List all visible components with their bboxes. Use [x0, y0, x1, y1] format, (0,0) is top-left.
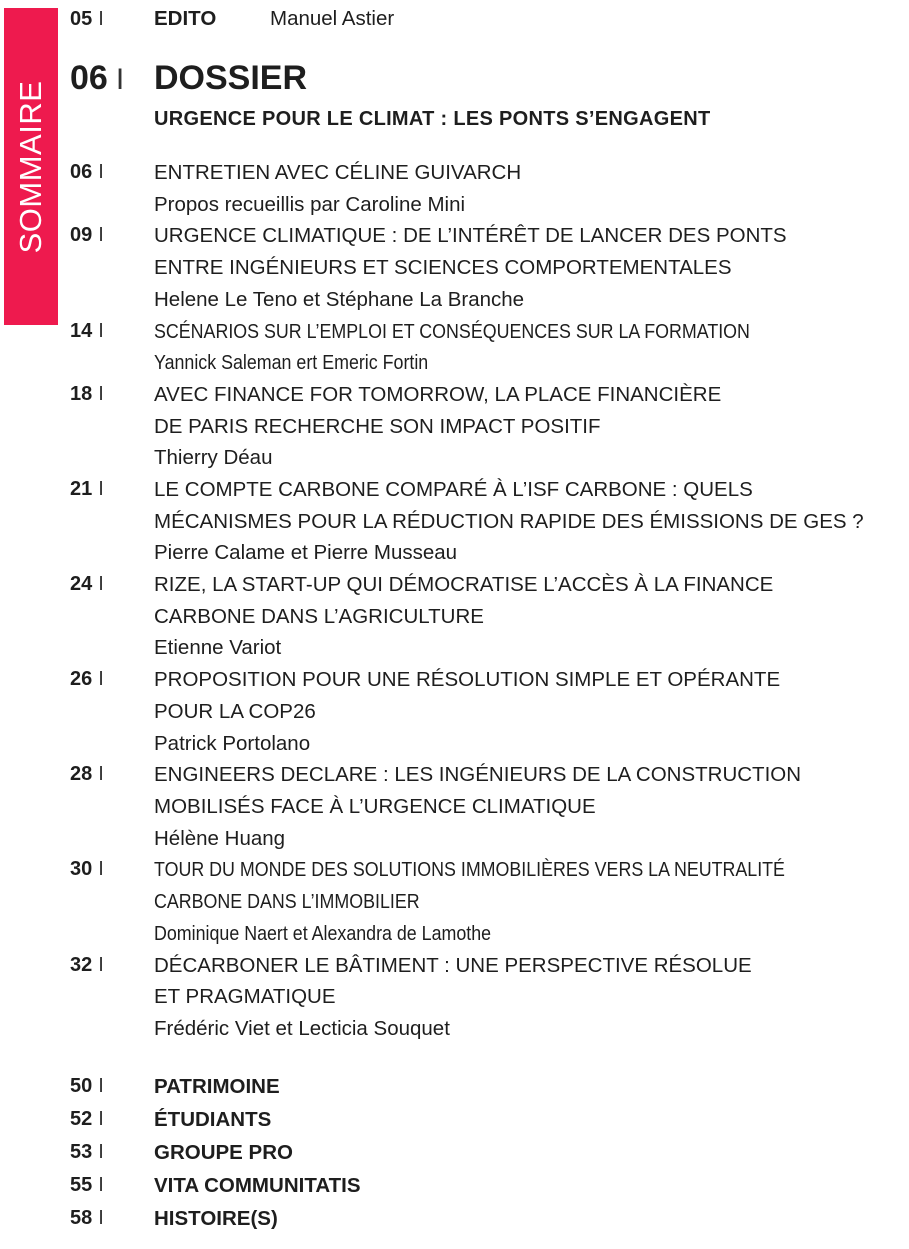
section-title: DOSSIER	[154, 59, 308, 97]
article-title-line: CARBONE DANS L’AGRICULTURE	[154, 604, 484, 628]
article-title-line: TOUR DU MONDE DES SOLUTIONS IMMOBILIÈRES VERS LA NEUTRALITÉ	[154, 858, 785, 882]
article-title-line: LE COMPTE CARBONE COMPARÉ À L’ISF CARBONE : QUELS	[154, 478, 753, 501]
page-number: 24 I	[70, 573, 104, 596]
article-text	[154, 316, 839, 379]
entry-title: EDITO	[154, 7, 217, 30]
article-text	[154, 854, 879, 949]
article-title-line: ENTRETIEN AVEC CÉLINE GUIVARCH	[154, 161, 522, 184]
page-number: 06 I	[70, 59, 125, 97]
section-title: GROUPE PRO	[154, 1141, 293, 1164]
article-title-line: CARBONE DANS L’IMMOBILIER	[154, 890, 420, 914]
article-text	[154, 664, 780, 759]
sidebar-label-block	[4, 8, 58, 325]
article-author: Propos recueillis par Caroline Mini	[154, 192, 466, 216]
entry-author: Manuel Astier	[270, 7, 395, 30]
section-title: HISTOIRE(S)	[154, 1207, 278, 1230]
article-author: Etienne Variot	[154, 636, 282, 660]
article-author: Patrick Portolano	[154, 731, 311, 755]
page-number: 30 I	[70, 858, 104, 881]
article-title-line: ENTRE INGÉNIEURS ET SCIENCES COMPORTEMENTALES	[154, 256, 732, 280]
article-title-line: SCÉNARIOS SUR L’EMPLOI ET CONSÉQUENCES SUR LA FORMATION	[154, 319, 750, 343]
article-author: Thierry Déau	[154, 446, 273, 470]
article-title-line: MOBILISÉS FACE À L’URGENCE CLIMATIQUE	[154, 794, 596, 818]
page-number: 58 I	[70, 1207, 104, 1229]
article-text	[154, 474, 864, 569]
article-title-line: URGENCE CLIMATIQUE : DE L’INTÉRÊT DE LANCER DES PONTS	[154, 224, 787, 248]
article-title-line: MÉCANISMES POUR LA RÉDUCTION RAPIDE DES ÉMISSIONS DE GES ?	[154, 509, 864, 533]
section-title: PATRIMOINE	[154, 1075, 280, 1098]
sidebar-label: SOMMAIRE	[13, 80, 48, 253]
article-text	[154, 759, 801, 854]
article-title-line: DE PARIS RECHERCHE SON IMPACT POSITIF	[154, 414, 601, 438]
page-number: 32 I	[70, 953, 104, 976]
page-number: 55 I	[70, 1174, 104, 1196]
page-number: 53 I	[70, 1141, 104, 1163]
article-author: Pierre Calame et Pierre Musseau	[154, 541, 458, 565]
page-number: 06 I	[70, 161, 104, 183]
page-number: 05 I	[70, 8, 104, 30]
article-text	[154, 950, 752, 1045]
page-number: 09 I	[70, 224, 104, 247]
article-title-line: POUR LA COP26	[154, 699, 316, 723]
section-title: VITA COMMUNITATIS	[154, 1174, 361, 1197]
page-number: 52 I	[70, 1108, 104, 1130]
article-title-line: AVEC FINANCE FOR TOMORROW, LA PLACE FINANCIÈRE	[154, 382, 722, 406]
article-title-line: ET PRAGMATIQUE	[154, 985, 336, 1009]
dossier-subtitle: URGENCE POUR LE CLIMAT : LES PONTS S’ENGAGENT	[154, 108, 711, 130]
article-text	[154, 220, 787, 315]
article-author: Yannick Saleman ert Emeric Fortin	[154, 351, 429, 375]
article-author: Dominique Naert et Alexandra de Lamothe	[154, 921, 492, 945]
article-title-line: ENGINEERS DECLARE : LES INGÉNIEURS DE LA CONSTRUCTION	[154, 763, 802, 787]
article-text	[154, 379, 721, 474]
article-text	[154, 157, 521, 220]
page-number: 21 I	[70, 478, 104, 500]
page-number: 14 I	[70, 319, 104, 342]
section-title: ÉTUDIANTS	[154, 1108, 272, 1131]
page-number: 18 I	[70, 382, 104, 405]
page-number: 50 I	[70, 1075, 104, 1097]
article-title-line: PROPOSITION POUR UNE RÉSOLUTION SIMPLE ET OPÉRANTE	[154, 668, 781, 692]
page-number: 28 I	[70, 763, 104, 786]
article-author: Frédéric Viet et Lecticia Souquet	[154, 1016, 450, 1040]
article-title-line: DÉCARBONER LE BÂTIMENT : UNE PERSPECTIVE RÉSOLUE	[154, 953, 752, 977]
article-author: Helene Le Teno et Stéphane La Branche	[154, 287, 525, 311]
article-title-line: RIZE, LA START-UP QUI DÉMOCRATISE L’ACCÈS À LA FINANCE	[154, 573, 774, 597]
article-author: Hélène Huang	[154, 826, 286, 850]
article-text	[154, 569, 773, 664]
page-number: 26 I	[70, 668, 104, 691]
